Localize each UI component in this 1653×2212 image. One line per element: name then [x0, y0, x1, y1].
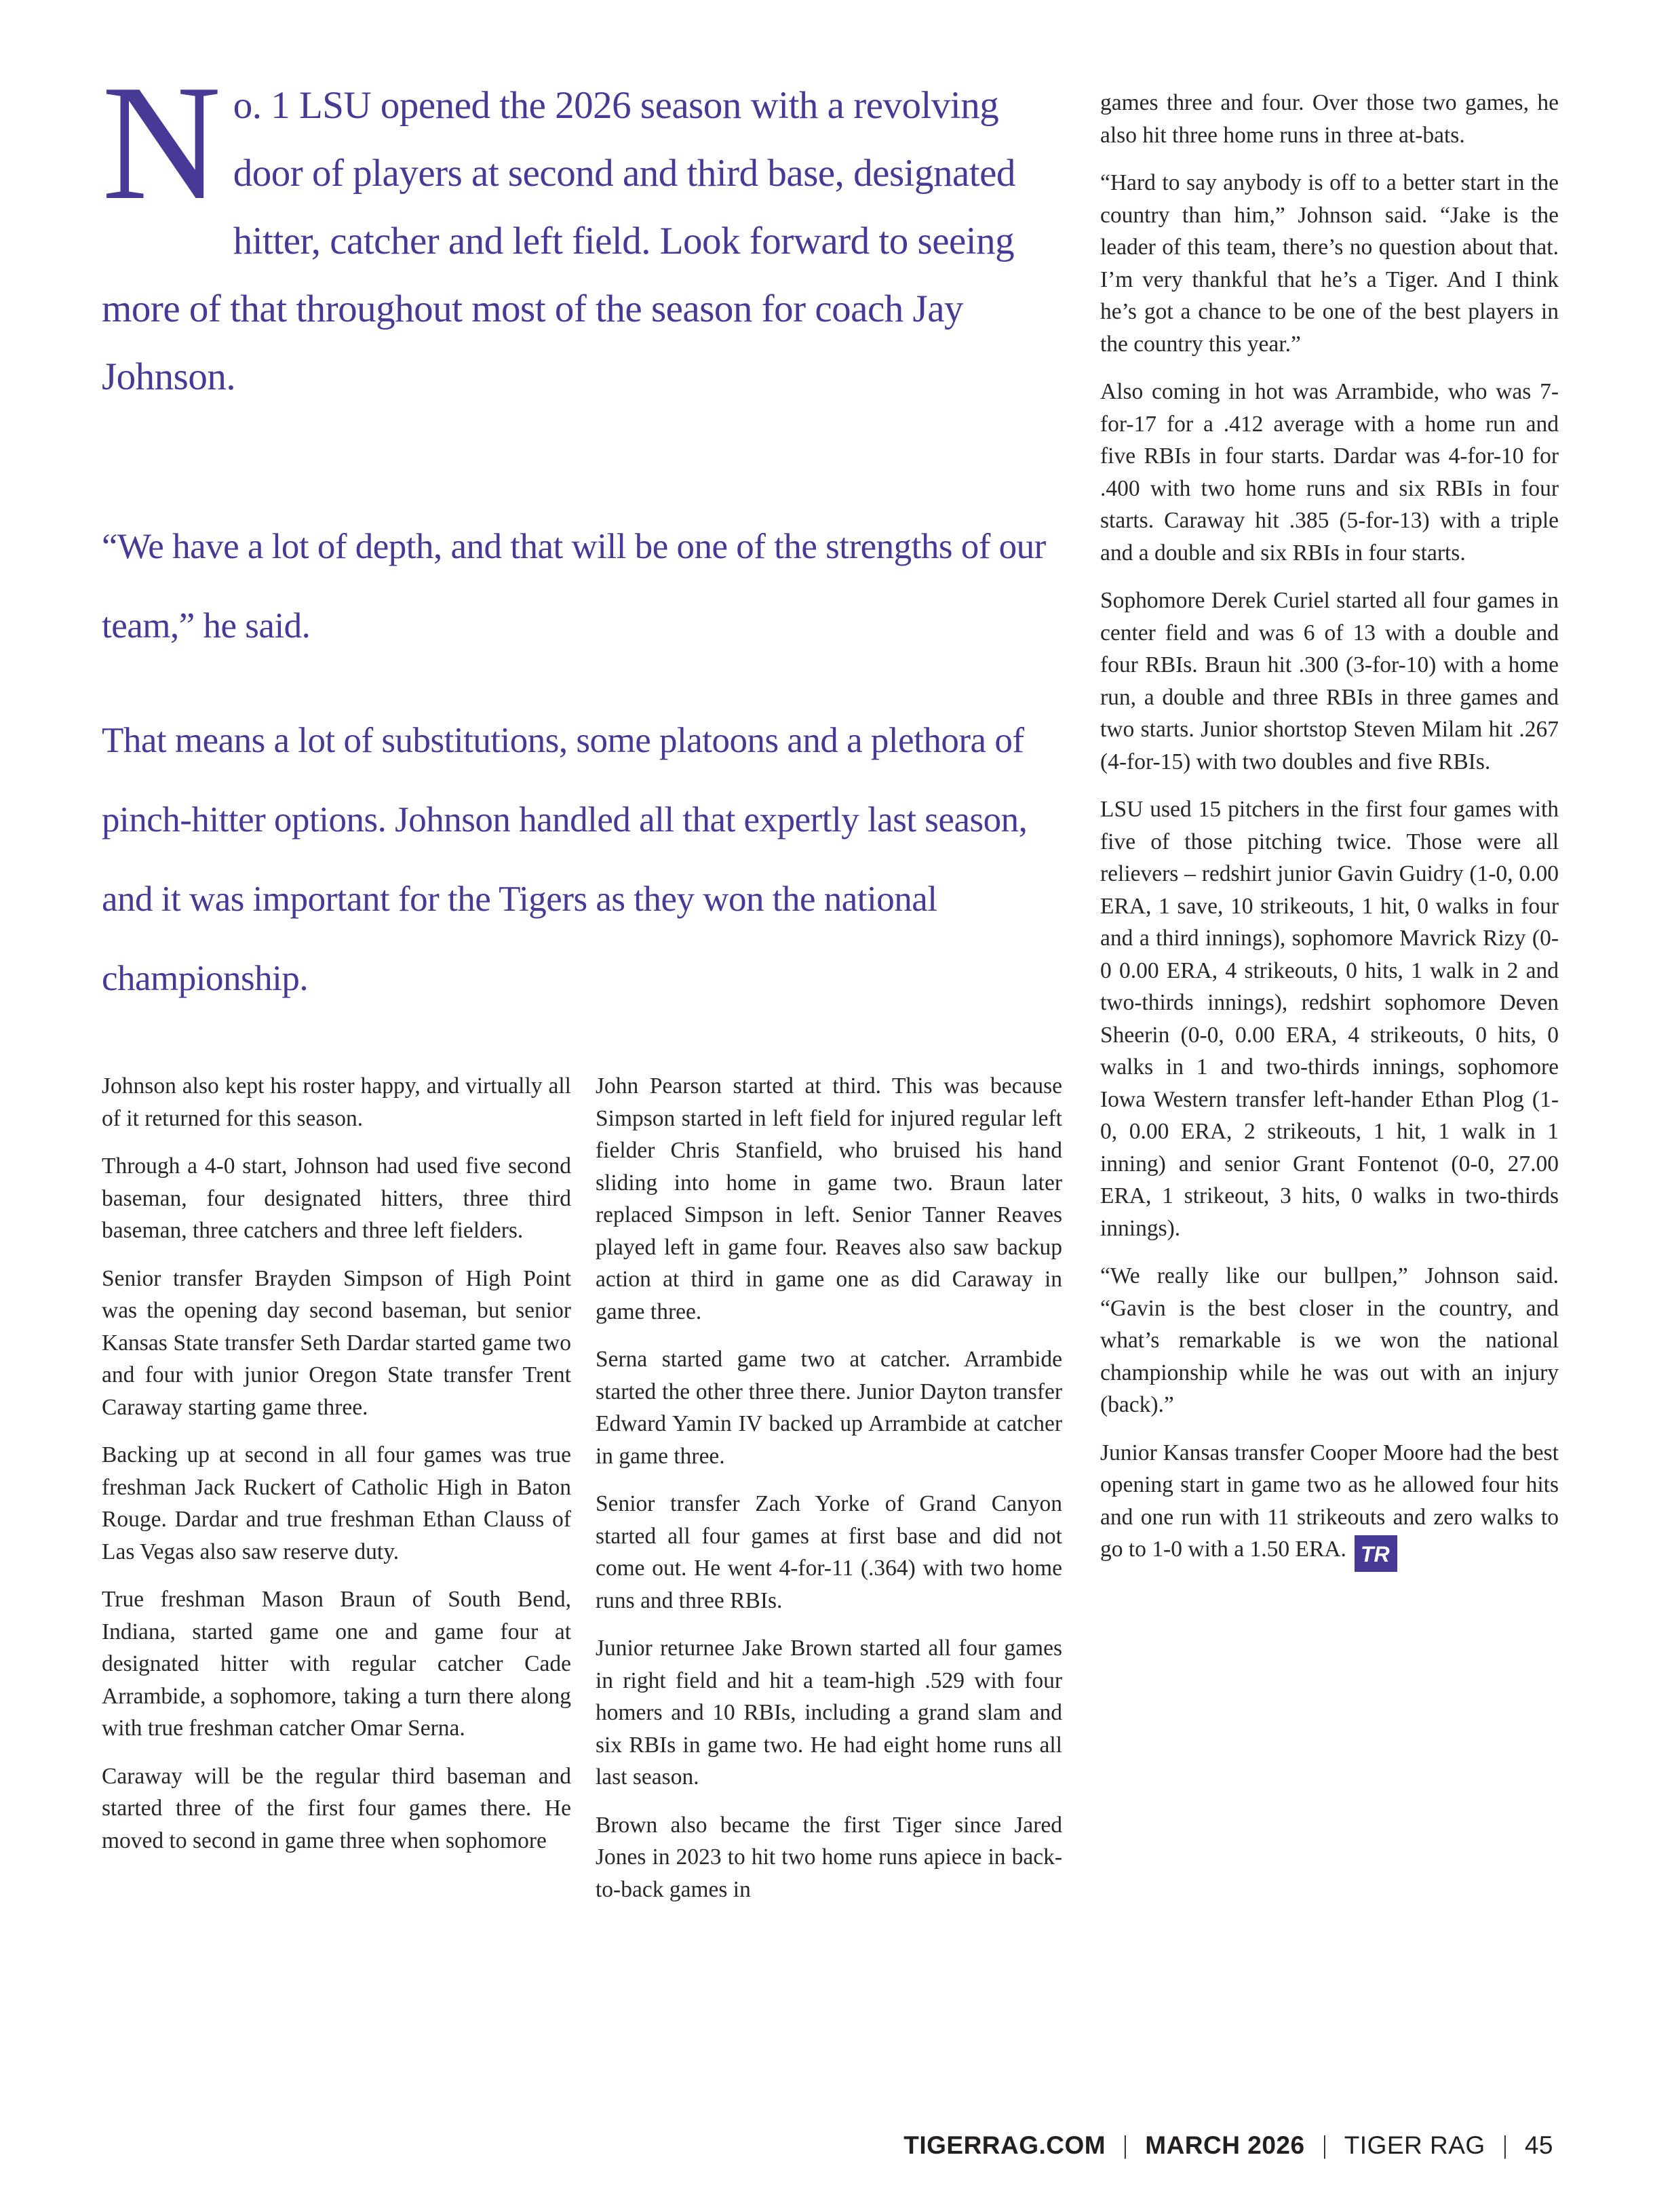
paragraph: Brown also became the first Tiger since Jared Jones in 2023 to hit two home runs apiece in back-to-back games in [596, 1812, 1062, 1902]
paragraph: Junior returnee Jake Brown started all four games in right field and hit a team-high .529 with four homers and 10 RBIs, including a grand slam and six RBIs in game two. He had eight home runs all last season. [596, 1636, 1062, 1790]
lede-paragraph [102, 51, 1061, 411]
tiger-rag-end-mark: TR [1355, 1535, 1397, 1572]
page-footer [903, 2131, 1553, 2160]
footer-page-number: 45 [1524, 2131, 1553, 2159]
paragraph: Caraway will be the regular third baseman and started three of the first four games there. He moved to second in game three when sophomore [102, 1763, 571, 1853]
paragraph: Senior transfer Zach Yorke of Grand Canyon started all four games at first base and did not come out. He went 4-for-11 (.364) with two home runs and three RBIs. [596, 1491, 1062, 1613]
closing-paragraph [1100, 1437, 1559, 1573]
pull-quote-1: “We have a lot of depth, and that will be one of the strengths of our team,” he said. [102, 527, 1046, 646]
pull-quote-2: That means a lot of substitutions, some platoons and a plethora of pinch-hitter options. Johnson handled all that expertly last season, and it was important for the Tigers as they won the national championship. [102, 721, 1028, 998]
article-intro [102, 51, 1061, 1019]
paragraph: “Hard to say anybody is off to a better start in the country than him,” Johnson said. “Jake is the leader of this team, there’s no question about that. I’m very thankful that he’s a Tiger. And I think he’s got a chance to be one of the best players in the country this year.” [1100, 170, 1559, 357]
lede-text: o. 1 LSU opened the 2026 season with a revolving door of players at second and third base, designated hitter, catcher and left field. Look forward to seeing more of that throughout most of the season for coach Jay Johnson. [102, 84, 1015, 398]
footer-separator: | [1322, 2131, 1327, 2159]
paragraph: Johnson also kept his roster happy, and virtually all of it returned for this season. [102, 1073, 571, 1131]
paragraph: Serna started game two at catcher. Arrambide started the other three there. Junior Dayton transfer Edward Yamin IV backed up Arrambide at catcher in game three. [596, 1347, 1062, 1469]
paragraph: games three and four. Over those two games, he also hit three home runs in three at-bats. [1100, 90, 1559, 148]
body-column-left [102, 1070, 571, 1872]
footer-separator: | [1123, 2131, 1128, 2159]
footer-publication: TIGER RAG [1344, 2131, 1485, 2159]
paragraph: True freshman Mason Braun of South Bend, Indiana, started game one and game four at designated hitter with regular catcher Cade Arrambide, a sophomore, taking a turn there along with true freshman catcher Omar Serna. [102, 1587, 571, 1741]
paragraph: Also coming in hot was Arrambide, who was 7-for-17 for a .412 average with a home run and five RBIs in four starts. Dardar was 4-for-10 for .400 with two home runs and six RBIs in four starts. Caraway hit .385 (5-for-13) with a triple and a double and six RBIs in four starts. [1100, 379, 1559, 566]
paragraph: “We really like our bullpen,” Johnson said. “Gavin is the best closer in the country, and what’s remarkable is we won the national championship while he was out with an injury (back).” [1100, 1263, 1559, 1417]
paragraph-text: Junior Kansas transfer Cooper Moore had the best opening start in game two as he allowed four hits and one run with 11 strikeouts and zero walks to go to 1-0 with a 1.50 ERA. [1100, 1440, 1559, 1562]
paragraph: Through a 4-0 start, Johnson had used five second baseman, four designated hitters, three third baseman, three catchers and three left fielders. [102, 1153, 571, 1243]
body-column-middle [596, 1070, 1062, 1921]
paragraph: Sophomore Derek Curiel started all four games in center field and was 6 of 13 with a double and four RBIs. Braun hit .300 (3-for-10) with a home run, a double and three RBIs in three games and two starts. Junior shortstop Steven Milam hit .267 (4-for-15) with two doubles and five RBIs. [1100, 588, 1559, 774]
paragraph: John Pearson started at third. This was because Simpson started in left field for injured regular left fielder Chris Stanfield, who bruised his hand sliding into home in game two. Braun later replaced Simpson in left. Senior Tanner Reaves played left in game four. Reaves also saw backup action at third in game one as did Caraway in game three. [596, 1073, 1062, 1324]
drop-cap: N [102, 51, 221, 234]
footer-issue: MARCH 2026 [1145, 2131, 1305, 2159]
paragraph: Backing up at second in all four games was true freshman Jack Ruckert of Catholic High in Baton Rouge. Dardar and true freshman Ethan Clauss of Las Vegas also saw reserve duty. [102, 1442, 571, 1564]
paragraph: LSU used 15 pitchers in the first four games with five of those pitching twice. Those were all relievers – redshirt junior Gavin Guidry (1-0, 0.00 ERA, 1 save, 10 strikeouts, 1 hit, 0 walks in four and a third innings), sophomore Mavrick Rizy (0-0 0.00 ERA, 4 strikeouts, 0 hits, 1 walk in 2 and two-thirds innings), redshirt sophomore Deven Sheerin (0-0, 0.00 ERA, 4 strikeouts, 0 hits, 0 walks in 1 and two-thirds innings, sophomore Iowa Western transfer left-hander Ethan Plog (1-0, 0.00 ERA, 2 strikeouts, 1 hit, 1 walk in 1 inning) and senior Grant Fontenot (0-0, 27.00 ERA, 1 strikeout, 3 hits, 0 walks in two-thirds innings). [1100, 797, 1559, 1241]
footer-site: TIGERRAG.COM [903, 2131, 1106, 2159]
paragraph: Senior transfer Brayden Simpson of High Point was the opening day second baseman, but senior Kansas State transfer Seth Dardar started game two and four with junior Oregon State transfer Trent Caraway starting game three. [102, 1265, 571, 1420]
body-column-right [1100, 87, 1559, 1587]
footer-separator: | [1502, 2131, 1507, 2159]
